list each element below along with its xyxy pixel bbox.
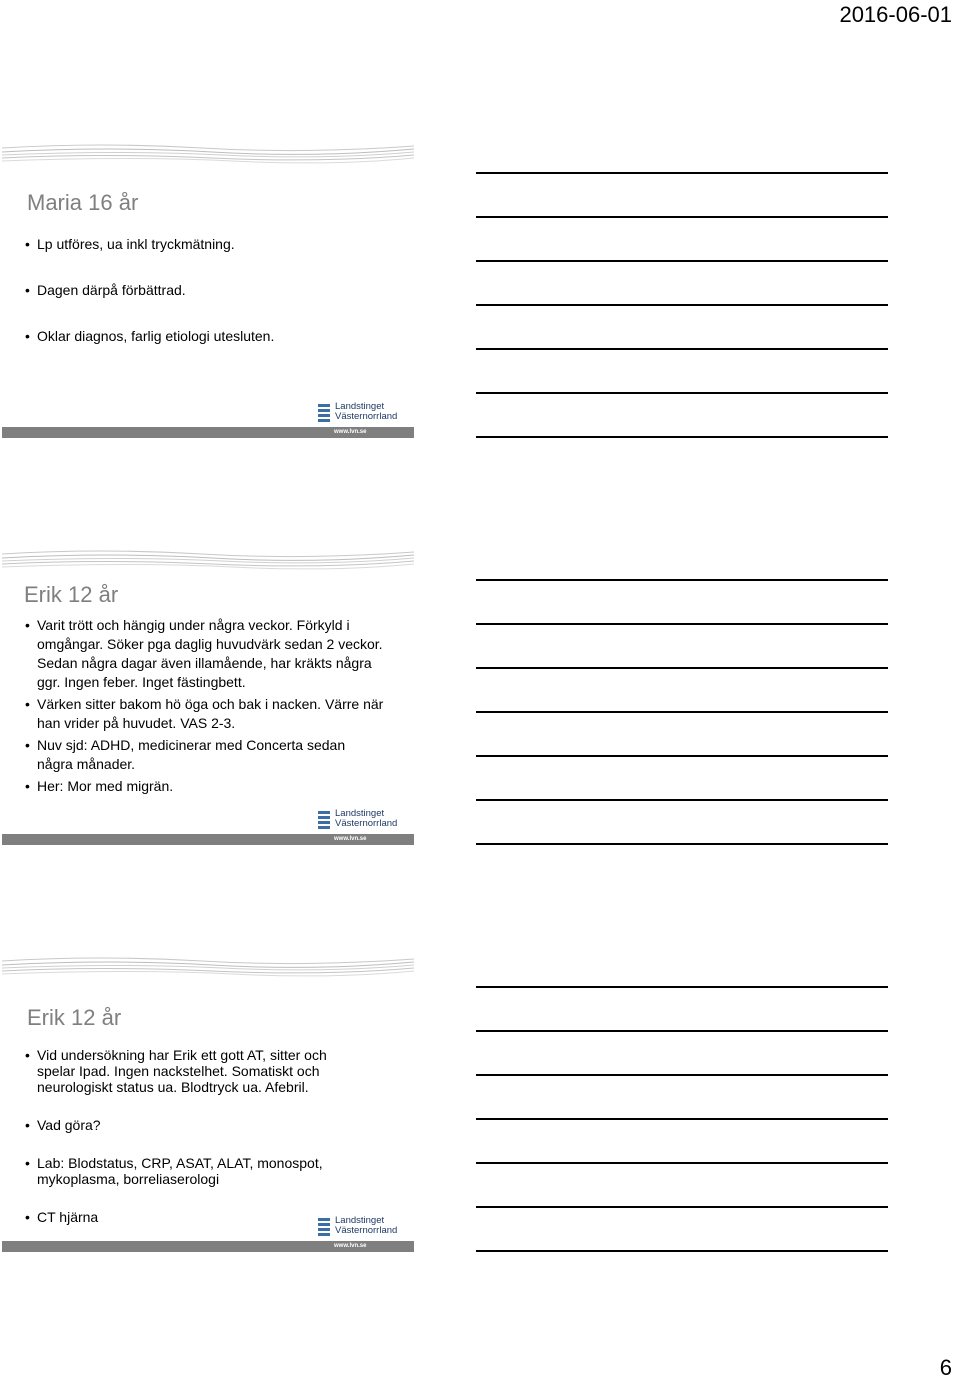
- list-item: • Varit trött och hängig under några veckor. Förkyld i omgångar. Söker pga daglig huvudvärk sedan 2 veckor. Sedan några dagar även illamående, har kräkts några ggr. Ingen feber. Inget fästingbett.: [24, 616, 384, 692]
- list-item: • Vad göra?: [24, 1117, 354, 1133]
- slide-title: Erik 12 år: [24, 582, 119, 607]
- landstinget-logo: [317, 810, 407, 832]
- logo-line-2: Västernorrland: [335, 1225, 398, 1236]
- logo-line-1: Landstinget: [335, 1215, 385, 1226]
- logo-line-1: Landstinget: [335, 401, 385, 412]
- footer-url: www.lvn.se: [334, 836, 367, 842]
- logo-line-2: Västernorrland: [335, 818, 398, 829]
- page-date: 2016-06-01: [839, 2, 952, 27]
- slide-2: [2, 548, 414, 848]
- bullet-list: [24, 1047, 354, 1225]
- list-item: • Lp utföres, ua inkl tryckmätning.: [24, 235, 384, 254]
- logo-icon: [317, 1217, 331, 1237]
- footer-bar: [2, 1241, 414, 1252]
- footer-bar: [2, 427, 414, 438]
- list-item: • Vid undersökning har Erik ett gott AT, sitter och spelar Ipad. Ingen nackstelhet. Somatiskt och neurologiskt status ua. Blodtryck ua. Afebril.: [24, 1047, 354, 1095]
- slide-title: Erik 12 år: [27, 1005, 122, 1030]
- logo-icon: [317, 810, 331, 830]
- footer-url: www.lvn.se: [334, 429, 367, 435]
- slide-3: [2, 955, 414, 1255]
- slide-1: [2, 142, 414, 442]
- bullet-list: [24, 235, 384, 346]
- list-item: • Lab: Blodstatus, CRP, ASAT, ALAT, monospot, mykoplasma, borreliaserologi: [24, 1155, 354, 1187]
- logo-line-1: Landstinget: [335, 808, 385, 819]
- landstinget-logo: [317, 1217, 407, 1239]
- wave-decoration: [2, 142, 414, 182]
- list-item: • Värken sitter bakom hö öga och bak i nacken. Värre när han vrider på huvudet. VAS 2-3.: [24, 695, 384, 733]
- page-number: 6: [939, 1355, 952, 1380]
- list-item: • Oklar diagnos, farlig etiologi utesluten.: [24, 327, 384, 346]
- bullet-list: [24, 616, 384, 796]
- footer-bar: [2, 834, 414, 845]
- slide-title: Maria 16 år: [27, 190, 139, 215]
- logo-line-2: Västernorrland: [335, 411, 398, 422]
- list-item: • Dagen därpå förbättrad.: [24, 281, 384, 300]
- list-item: • Nuv sjd: ADHD, medicinerar med Concerta sedan några månader.: [24, 736, 384, 774]
- list-item: • CT hjärna: [24, 1209, 354, 1225]
- logo-icon: [317, 403, 331, 423]
- wave-decoration: [2, 955, 414, 995]
- footer-url: www.lvn.se: [334, 1243, 367, 1249]
- landstinget-logo: [317, 403, 407, 425]
- list-item: • Her: Mor med migrän.: [24, 777, 384, 796]
